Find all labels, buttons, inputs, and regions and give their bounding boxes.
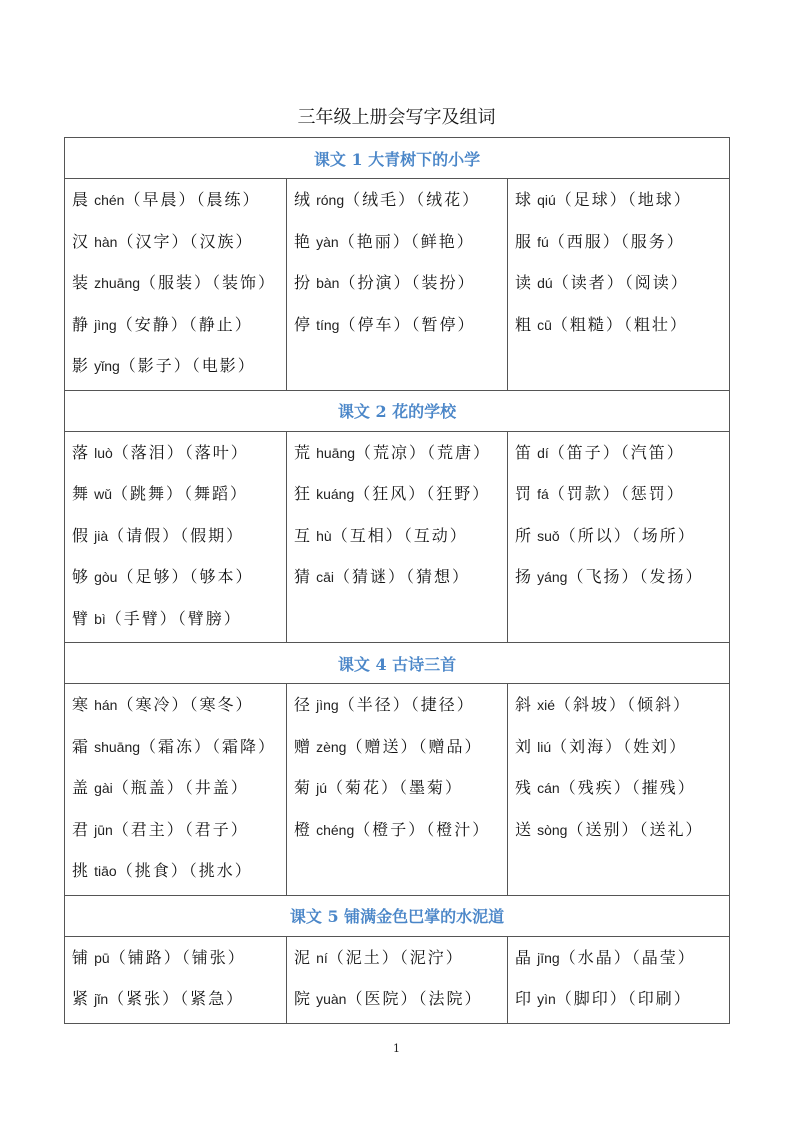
entry-words: （水晶）（晶莹） bbox=[559, 947, 696, 967]
vocab-entry bbox=[72, 265, 286, 307]
entry-words: （斜坡）（倾斜） bbox=[555, 695, 692, 714]
entry-pinyin: yáng bbox=[537, 569, 568, 585]
vocab-entry bbox=[515, 435, 729, 477]
entry-pinyin: qiú bbox=[537, 192, 556, 208]
entry-character: 寒 bbox=[72, 695, 90, 714]
lesson-header: 课文 4 古诗三首 bbox=[65, 643, 730, 684]
entry-character: 橙 bbox=[294, 819, 312, 839]
lesson-header: 课文 2 花的学校 bbox=[65, 390, 730, 431]
page-number: 1 bbox=[393, 1042, 400, 1055]
vocab-entry bbox=[515, 812, 729, 854]
vocab-entry bbox=[294, 476, 507, 518]
entry-words: （君主）（君子） bbox=[112, 819, 249, 839]
entry-pinyin: suǒ bbox=[537, 527, 560, 544]
entry-pinyin: shuāng bbox=[94, 738, 141, 755]
vocab-entry bbox=[72, 476, 286, 518]
page-title: 三年级上册会写字及组词 bbox=[297, 107, 496, 128]
entry-words: （安静）（静止） bbox=[116, 314, 253, 334]
vocab-entry bbox=[515, 307, 729, 349]
vocab-entry bbox=[515, 476, 729, 518]
vocab-entry bbox=[294, 559, 507, 601]
vocab-entry bbox=[72, 518, 286, 560]
entry-pinyin: jìng bbox=[316, 697, 339, 713]
vocab-entry bbox=[515, 518, 729, 560]
vocab-entry bbox=[72, 182, 286, 224]
entry-character: 猜 bbox=[294, 567, 312, 586]
vocab-entry bbox=[515, 729, 729, 771]
entry-character: 霜 bbox=[72, 736, 90, 756]
entry-words: （飞扬）（发扬） bbox=[567, 567, 704, 586]
entry-column bbox=[508, 684, 730, 896]
entry-words: （残疾）（摧残） bbox=[559, 778, 696, 797]
entry-pinyin: luò bbox=[94, 444, 113, 461]
entry-words: （霜冻）（霜降） bbox=[140, 736, 277, 756]
entry-pinyin: fá bbox=[537, 486, 549, 502]
lesson-header-row bbox=[65, 895, 730, 936]
entry-words: （猜谜）（猜想） bbox=[334, 567, 471, 586]
entry-pinyin: róng bbox=[316, 192, 345, 208]
entry-pinyin: liú bbox=[537, 738, 552, 755]
lesson-entries-row bbox=[65, 936, 730, 1023]
vocab-entry bbox=[72, 729, 286, 771]
entry-words: （足够）（够本） bbox=[117, 567, 254, 586]
vocab-entry bbox=[72, 307, 286, 349]
entry-words: （扮演）（装扮） bbox=[339, 273, 476, 292]
entry-words: （刘海）（姓刘） bbox=[551, 736, 688, 756]
entry-words: （紧张）（紧急） bbox=[108, 989, 245, 1008]
entry-words: （寒冷）（寒冬） bbox=[117, 695, 254, 714]
entry-character: 赠 bbox=[294, 736, 312, 756]
entry-character: 臂 bbox=[72, 608, 90, 628]
entry-words: （粗糙）（粗壮） bbox=[551, 314, 688, 334]
entry-pinyin: cāi bbox=[316, 569, 335, 585]
lesson-header: 课文 1 大青树下的小学 bbox=[65, 138, 730, 179]
entry-words: （停车）（暂停） bbox=[339, 314, 476, 334]
entry-character: 铺 bbox=[72, 947, 90, 967]
entry-column bbox=[287, 936, 508, 1023]
entry-character: 狂 bbox=[294, 484, 312, 503]
entry-character: 径 bbox=[294, 695, 312, 714]
entry-pinyin: hán bbox=[94, 697, 118, 713]
entry-pinyin: huāng bbox=[316, 444, 356, 461]
entry-words: （铺路）（铺张） bbox=[109, 947, 246, 967]
entry-character: 君 bbox=[72, 819, 90, 839]
entry-pinyin: bì bbox=[94, 610, 106, 627]
entry-pinyin: fú bbox=[537, 233, 549, 250]
entry-pinyin: xié bbox=[537, 697, 556, 713]
entry-column bbox=[65, 936, 287, 1023]
entry-character: 粗 bbox=[515, 314, 533, 334]
entry-character: 停 bbox=[294, 314, 312, 334]
entry-words: （落泪）（落叶） bbox=[112, 442, 249, 462]
vocab-entry bbox=[72, 770, 286, 812]
entry-words: （互相）（互动） bbox=[331, 525, 468, 545]
entry-pinyin: dí bbox=[537, 444, 549, 461]
entry-pinyin: bàn bbox=[316, 275, 340, 291]
vocabulary-table bbox=[64, 137, 730, 1024]
vocab-entry bbox=[294, 687, 507, 729]
entry-column bbox=[508, 936, 730, 1023]
entry-character: 印 bbox=[515, 989, 533, 1008]
entry-words: （赠送）（赠品） bbox=[346, 736, 483, 756]
entry-character: 绒 bbox=[294, 190, 312, 209]
entry-pinyin: gòu bbox=[94, 569, 118, 585]
entry-character: 晨 bbox=[72, 190, 90, 209]
vocab-entry bbox=[294, 729, 507, 771]
entry-pinyin: jià bbox=[94, 527, 109, 544]
entry-character: 静 bbox=[72, 314, 90, 334]
entry-character: 互 bbox=[294, 525, 312, 545]
entry-character: 残 bbox=[515, 778, 533, 797]
entry-pinyin: sòng bbox=[537, 821, 568, 838]
entry-words: （汉字）（汉族） bbox=[117, 231, 254, 251]
entry-column bbox=[287, 431, 508, 643]
entry-character: 笛 bbox=[515, 442, 533, 462]
entry-words: （读者）（阅读） bbox=[552, 273, 689, 292]
vocab-entry bbox=[515, 940, 729, 982]
vocab-entry bbox=[294, 770, 507, 812]
entry-pinyin: hàn bbox=[94, 233, 118, 250]
vocab-entry bbox=[72, 853, 286, 895]
entry-character: 落 bbox=[72, 442, 90, 462]
entry-words: （所以）（场所） bbox=[559, 525, 696, 545]
entry-words: （脚印）（印刷） bbox=[555, 989, 692, 1008]
vocab-entry bbox=[294, 940, 507, 982]
vocab-entry bbox=[515, 687, 729, 729]
entry-words: （橙子）（橙汁） bbox=[354, 819, 491, 839]
entry-column bbox=[287, 684, 508, 896]
entry-column bbox=[65, 431, 287, 643]
entry-words: （挑食）（挑水） bbox=[116, 861, 253, 880]
entry-character: 所 bbox=[515, 525, 533, 545]
vocab-entry bbox=[72, 812, 286, 854]
entry-words: （请假）（假期） bbox=[108, 525, 245, 545]
entry-character: 艳 bbox=[294, 231, 312, 251]
entry-character: 服 bbox=[515, 231, 533, 251]
lesson-header: 课文 5 铺满金色巴掌的水泥道 bbox=[65, 895, 730, 936]
entry-pinyin: zhuāng bbox=[94, 275, 141, 291]
entry-character: 挑 bbox=[72, 861, 90, 880]
entry-pinyin: yìn bbox=[537, 991, 556, 1007]
vocab-entry bbox=[72, 687, 286, 729]
vocab-entry bbox=[515, 182, 729, 224]
entry-character: 盖 bbox=[72, 778, 90, 797]
entry-words: （足球）（地球） bbox=[555, 190, 692, 209]
entry-character: 扬 bbox=[515, 567, 533, 586]
entry-column bbox=[65, 179, 287, 391]
vocab-entry bbox=[72, 601, 286, 643]
entry-words: （影子）（电影） bbox=[119, 356, 256, 375]
vocab-entry bbox=[294, 265, 507, 307]
entry-words: （医院）（法院） bbox=[346, 989, 483, 1008]
entry-words: （手臂）（臂膀） bbox=[105, 608, 242, 628]
entry-character: 刘 bbox=[515, 736, 533, 756]
entry-pinyin: yàn bbox=[316, 233, 339, 250]
lesson-entries-row bbox=[65, 684, 730, 896]
lesson-header-row bbox=[65, 138, 730, 179]
entry-pinyin: jìng bbox=[94, 316, 117, 333]
entry-words: （绒毛）（绒花） bbox=[344, 190, 481, 209]
entry-words: （瓶盖）（井盖） bbox=[112, 778, 249, 797]
vocab-entry bbox=[515, 224, 729, 266]
entry-column bbox=[508, 431, 730, 643]
entry-character: 泥 bbox=[294, 947, 312, 967]
entry-words: （荒凉）（荒唐） bbox=[355, 442, 492, 462]
vocab-entry bbox=[72, 940, 286, 982]
entry-pinyin: wǔ bbox=[94, 486, 113, 502]
entry-character: 晶 bbox=[515, 947, 533, 967]
entry-pinyin: zèng bbox=[316, 738, 347, 755]
lesson-entries-row bbox=[65, 179, 730, 391]
entry-character: 扮 bbox=[294, 273, 312, 292]
entry-pinyin: tiāo bbox=[94, 863, 117, 879]
entry-pinyin: chén bbox=[94, 192, 125, 208]
vocab-entry bbox=[515, 265, 729, 307]
entry-words: （笛子）（汽笛） bbox=[548, 442, 685, 462]
entry-words: （跳舞）（舞蹈） bbox=[112, 484, 249, 503]
entry-pinyin: pū bbox=[94, 949, 110, 966]
entry-character: 球 bbox=[515, 190, 533, 209]
entry-character: 荒 bbox=[294, 442, 312, 462]
entry-pinyin: tíng bbox=[316, 316, 340, 333]
entry-words: （狂风）（狂野） bbox=[354, 484, 491, 503]
vocab-entry bbox=[294, 435, 507, 477]
vocab-entry bbox=[72, 435, 286, 477]
entry-words: （艳丽）（鲜艳） bbox=[338, 231, 475, 251]
entry-words: （菊花）（墨菊） bbox=[327, 778, 464, 797]
entry-words: （泥土）（泥泞） bbox=[327, 947, 464, 967]
vocab-entry bbox=[294, 182, 507, 224]
entry-words: （送别）（送礼） bbox=[567, 819, 704, 839]
lesson-header-row bbox=[65, 390, 730, 431]
entry-character: 紧 bbox=[72, 989, 90, 1008]
entry-column bbox=[65, 684, 287, 896]
vocab-entry bbox=[72, 348, 286, 390]
vocab-entry bbox=[294, 224, 507, 266]
entry-pinyin: yǐng bbox=[94, 358, 120, 374]
entry-pinyin: yuàn bbox=[316, 991, 347, 1007]
entry-column bbox=[508, 179, 730, 391]
entry-pinyin: jǐn bbox=[94, 991, 109, 1007]
entry-character: 院 bbox=[294, 989, 312, 1008]
entry-pinyin: jūn bbox=[94, 821, 113, 838]
vocab-entry bbox=[294, 812, 507, 854]
vocab-entry bbox=[515, 981, 729, 1023]
entry-pinyin: hù bbox=[316, 527, 332, 544]
entry-pinyin: jú bbox=[316, 780, 328, 796]
entry-pinyin: gài bbox=[94, 780, 113, 796]
vocab-entry bbox=[294, 981, 507, 1023]
vocab-entry bbox=[72, 224, 286, 266]
entry-pinyin: cán bbox=[537, 780, 560, 796]
entry-character: 假 bbox=[72, 525, 90, 545]
entry-words: （早晨）（晨练） bbox=[124, 190, 261, 209]
entry-pinyin: chéng bbox=[316, 821, 355, 838]
lesson-header-row bbox=[65, 643, 730, 684]
entry-words: （服装）（装饰） bbox=[140, 273, 277, 292]
vocab-entry bbox=[294, 518, 507, 560]
entry-character: 装 bbox=[72, 273, 90, 292]
entry-pinyin: ní bbox=[316, 949, 328, 966]
entry-words: （罚款）（惩罚） bbox=[548, 484, 685, 503]
entry-character: 送 bbox=[515, 819, 533, 839]
entry-words: （西服）（服务） bbox=[548, 231, 685, 251]
entry-pinyin: jīng bbox=[537, 949, 560, 966]
entry-pinyin: dú bbox=[537, 275, 553, 291]
vocab-entry bbox=[72, 559, 286, 601]
entry-character: 菊 bbox=[294, 778, 312, 797]
entry-words: （半径）（捷径） bbox=[338, 695, 475, 714]
vocab-entry bbox=[294, 307, 507, 349]
entry-character: 舞 bbox=[72, 484, 90, 503]
lesson-entries-row bbox=[65, 431, 730, 643]
entry-character: 影 bbox=[72, 356, 90, 375]
vocabulary-table-body bbox=[65, 138, 730, 1024]
entry-character: 汉 bbox=[72, 231, 90, 251]
entry-pinyin: cū bbox=[537, 316, 552, 333]
entry-pinyin: kuáng bbox=[316, 486, 355, 502]
entry-character: 罚 bbox=[515, 484, 533, 503]
entry-character: 斜 bbox=[515, 695, 533, 714]
vocab-entry bbox=[515, 559, 729, 601]
entry-column bbox=[287, 179, 508, 391]
entry-character: 读 bbox=[515, 273, 533, 292]
entry-character: 够 bbox=[72, 567, 90, 586]
vocab-entry bbox=[515, 770, 729, 812]
vocab-entry bbox=[72, 981, 286, 1023]
